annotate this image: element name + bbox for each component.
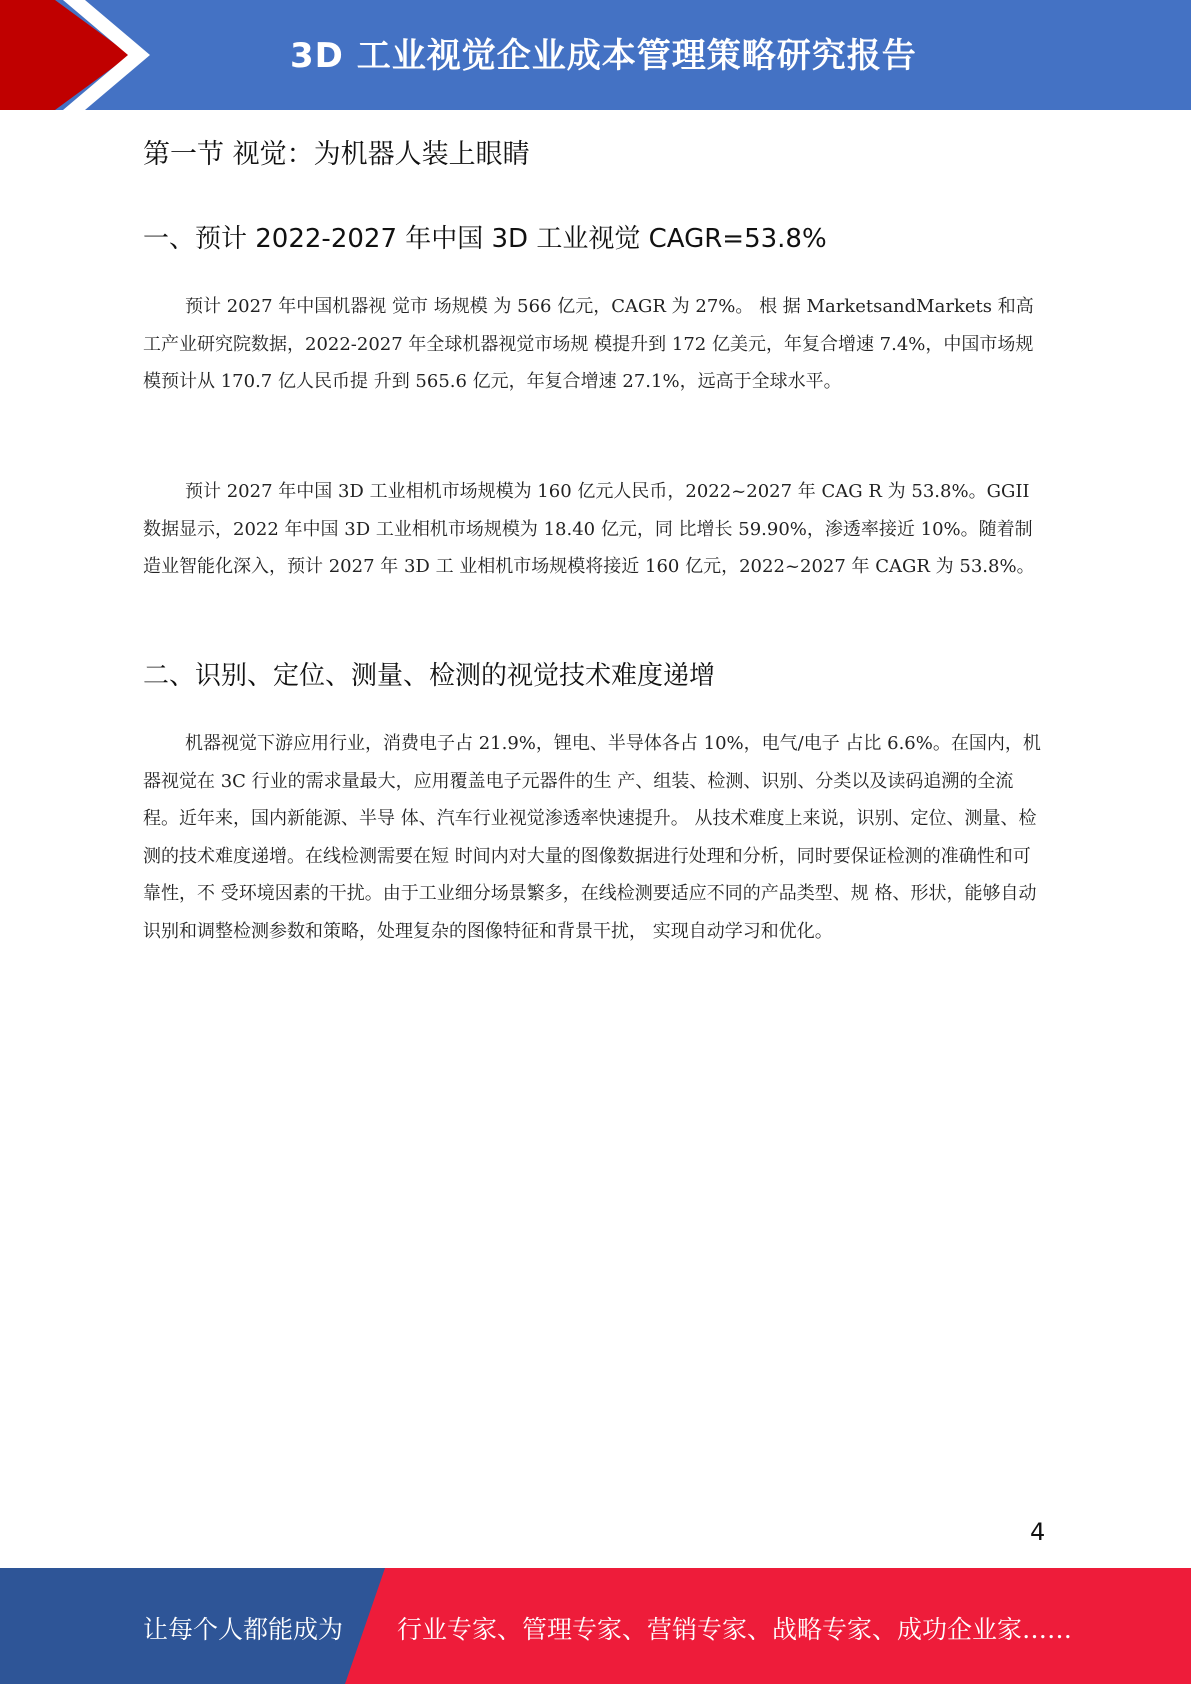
paragraph-1: 预计 2027 年中国机器视 觉市 场规模 为 566 亿元，CAGR 为 27%。 根 据 MarketsandMarkets 和高工产业研究院数据，2022-2027 年全球机器视觉市场规 模提升到 172 亿美元，年复合增速 7.4%，中国市场规模预计从 170.7 亿人民币提 升到 565.6 亿元，年复合增速 27.1%，远高于全球水平。: [143, 296, 1034, 392]
paragraph-2: 预计 2027 年中国 3D 工业相机市场规模为 160 亿元人民币，2022~2027 年 CAG R 为 53.8%。GGII 数据显示，2022 年中国 3D 工业相机市场规模为 18.40 亿元，同 比增长 59.90%，渗透率接近 10%。随着制造业智能化深入，预计 2027 年 3D 工 业相机市场规模将接近 160 亿元，2022~2027 年 CAGR 为 53.8%。: [143, 481, 1035, 577]
paragraph-3: 机器视觉下游应用行业，消费电子占 21.9%，锂电、半导体各占 10%，电气/电子 占比 6.6%。在国内，机器视觉在 3C 行业的需求量最大，应用覆盖电子元器件的生 产、组装、检测、识别、分类以及读码追溯的全流程。近年来，国内新能源、半导 体、汽车行业视觉渗透率快速提升。 从技术难度上来说，识别、定位、测量、检测的技术难度递增。在线检测需要在短 时间内对大量的图像数据进行处理和分析，同时要保证检测的准确性和可靠性，不 受环境因素的干扰。由于工业细分场景繁多，在线检测要适应不同的产品类型、规 格、形状，能够自动识别和调整检测参数和策略，处理复杂的图像特征和背景干扰， 实现自动学习和优化。: [143, 733, 1041, 942]
heading-2: 二、识别、定位、测量、检测的视觉技术难度递增: [143, 661, 716, 691]
page-footer: [0, 1568, 1191, 1684]
footer-slogan-left: 让每个人都能成为: [143, 1615, 344, 1644]
section-title: 第一节 视觉：为机器人装上眼睛: [143, 139, 530, 170]
report-title: 3D 工业视觉企业成本管理策略研究报告: [290, 36, 917, 76]
heading-1: 一、预计 2022-2027 年中国 3D 工业视觉 CAGR=53.8%: [143, 224, 827, 254]
page-header: [0, 0, 1191, 110]
page-number: 4: [1030, 1518, 1046, 1546]
footer-slogan-right: 行业专家、管理专家、营销专家、战略专家、成功企业家……: [397, 1615, 1073, 1644]
